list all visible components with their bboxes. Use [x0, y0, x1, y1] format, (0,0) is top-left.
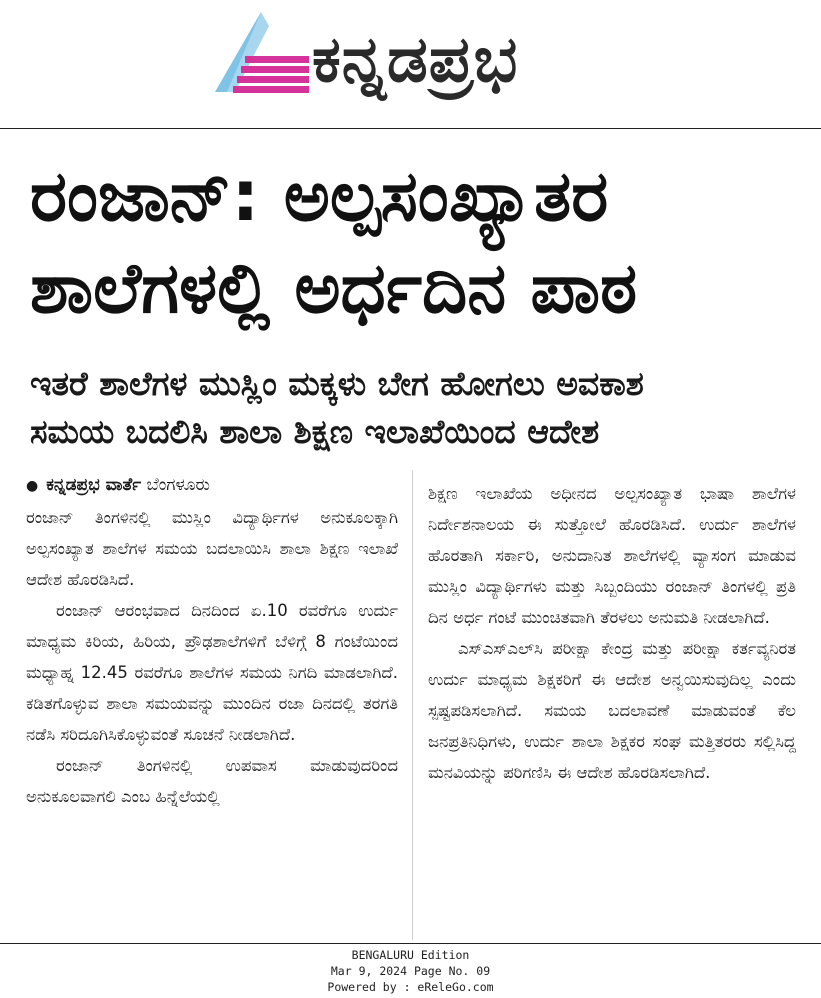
logo-wordmark: ಕನ್ನಡಪ್ರಭ — [312, 23, 519, 97]
article-column-left — [26, 470, 398, 940]
byline-source: ಕನ್ನಡಪ್ರಭ ವಾರ್ತೆ — [46, 475, 142, 495]
subheadline-line-2: ಸಮಯ ಬದಲಿಸಿ ಶಾಲಾ ಶಿಕ್ಷಣ ಇಲಾಖೆಯಿಂದ ಆದೇಶ — [30, 412, 600, 451]
subheadline — [30, 360, 800, 456]
subheadline-line-1: ಇತರೆ ಶಾಲೆಗಳ ಮುಸ್ಲಿಂ ಮಕ್ಕಳು ಬೇಗ ಹೋಗಲು ಅವಕಾಶ — [30, 364, 644, 403]
paragraph: ರಂಜಾನ್ ತಿಂಗಳಿನಲ್ಲಿ ಉಪವಾಸ ಮಾಡುವುದರಿಂದ ಅನುಕೂಲವಾಗಲಿ ಎಂಬ ಹಿನ್ನೆಲೆಯಲ್ಲಿ — [26, 756, 398, 806]
footer-edition: BENGALURU Edition — [351, 948, 470, 962]
bullet-icon: ● — [26, 478, 39, 494]
headline — [30, 150, 800, 334]
byline-place: ಬೆಂಗಳೂರು — [146, 475, 210, 495]
paragraph: ರಂಜಾನ್ ಆರಂಭವಾದ ದಿನದಿಂದ ಏ.10 ರವರೆಗೂ ಉರ್ದು ಮಾಧ್ಯಮ ಕಿರಿಯ, ಹಿರಿಯ, ಪ್ರೌಢಶಾಲೆಗಳಿಗೆ ಬೆಳಿಗ್ಗೆ 8 ಗಂಟೆಯಿಂದ ಮಧ್ಯಾಹ್ನ 12.45 ರವರೆಗೂ ಶಾಲೆಗಳ ಸಮಯ ನಿಗದಿ ಮಾಡಲಾಗಿದೆ. ಕಡಿತಗೊಳ್ಳುವ ಶಾಲಾ ಸಮಯವನ್ನು ಮುಂದಿನ ರಜಾ ದಿನದಲ್ಲಿ ತರಗತಿ ನಡೆಸಿ ಸರಿದೂಗಿಸಿಕೊಳ್ಳುವಂತೆ ಸೂಚನೆ ನೀಡಲಾಗಿದೆ. — [26, 601, 398, 744]
page-footer — [0, 943, 821, 998]
headline-line-2: ಶಾಲೆಗಳಲ್ಲಿ ಅರ್ಧದಿನ ಪಾಠ — [30, 247, 638, 329]
paragraph: ಶಿಕ್ಷಣ ಇಲಾಖೆಯ ಅಧೀನದ ಅಲ್ಪಸಂಖ್ಯಾತ ಭಾಷಾ ಶಾಲೆಗಳ ನಿರ್ದೇಶನಾಲಯ ಈ ಸುತ್ತೋಲೆ ಹೊರಡಿಸಿದೆ. ಉರ್ದು ಶಾಲೆಗಳ ಹೊರತಾಗಿ ಸರ್ಕಾರಿ, ಅನುದಾನಿತ ಶಾಲೆಗಳಲ್ಲಿ ವ್ಯಾಸಂಗ ಮಾಡುವ ಮುಸ್ಲಿಂ ವಿದ್ಯಾರ್ಥಿಗಳು ಮತ್ತು ಸಿಬ್ಬಂದಿಯು ರಂಜಾನ್ ತಿಂಗಳಲ್ಲಿ ಪ್ರತಿ ದಿನ ಅರ್ಧ ಗಂಟೆ ಮುಂಚಿತವಾಗಿ ತೆರಳಲು ಅನುಮತಿ ನೀಡಲಾಗಿದೆ. — [428, 484, 796, 627]
byline — [26, 470, 398, 502]
article-column-right — [428, 478, 796, 788]
headline-line-1: ರಂಜಾನ್: ಅಲ್ಪಸಂಖ್ಯಾತರ — [30, 155, 609, 237]
masthead — [0, 0, 821, 129]
footer-powered-by: Powered by : eReleGo.com — [327, 980, 494, 994]
logo-triangle-icon — [215, 12, 311, 96]
paragraph: ಎಸ್ಎಸ್ಎಲ್‌ಸಿ ಪರೀಕ್ಷಾ ಕೇಂದ್ರ ಮತ್ತು ಪರೀಕ್ಷಾ ಕರ್ತವ್ಯನಿರತ ಉರ್ದು ಮಾಧ್ಯಮ ಶಿಕ್ಷಕರಿಗೆ ಈ ಆದೇಶ ಅನ್ವಯಿಸುವುದಿಲ್ಲ ಎಂದು ಸ್ಪಷ್ಟಪಡಿಸಲಾಗಿದೆ. ಸಮಯ ಬದಲಾವಣೆ ಮಾಡುವಂತೆ ಕೆಲ ಜನಪ್ರತಿನಿಧಿಗಳು, ಉರ್ದು ಶಾಲಾ ಶಿಕ್ಷಕರ ಸಂಘ ಮತ್ತಿತರರು ಸಲ್ಲಿಸಿದ್ದ ಮನವಿಯನ್ನು ಪರಿಗಣಿಸಿ ಈ ಆದೇಶ ಹೊರಡಿಸಲಾಗಿದೆ. — [428, 639, 796, 782]
column-divider — [412, 470, 413, 940]
paragraph: ರಂಜಾನ್ ತಿಂಗಳಿನಲ್ಲಿ ಮುಸ್ಲಿಂ ವಿದ್ಯಾರ್ಥಿಗಳ ಅನುಕೂಲಕ್ಕಾಗಿ ಅಲ್ಪಸಂಖ್ಯಾತ ಶಾಲೆಗಳ ಸಮಯ ಬದಲಾಯಿಸಿ ಶಾಲಾ ಶಿಕ್ಷಣ ಇಲಾಖೆ ಆದೇಶ ಹೊರಡಿಸಿದೆ. — [26, 508, 398, 589]
footer-date-page: Mar 9, 2024 Page No. 09 — [330, 964, 491, 978]
